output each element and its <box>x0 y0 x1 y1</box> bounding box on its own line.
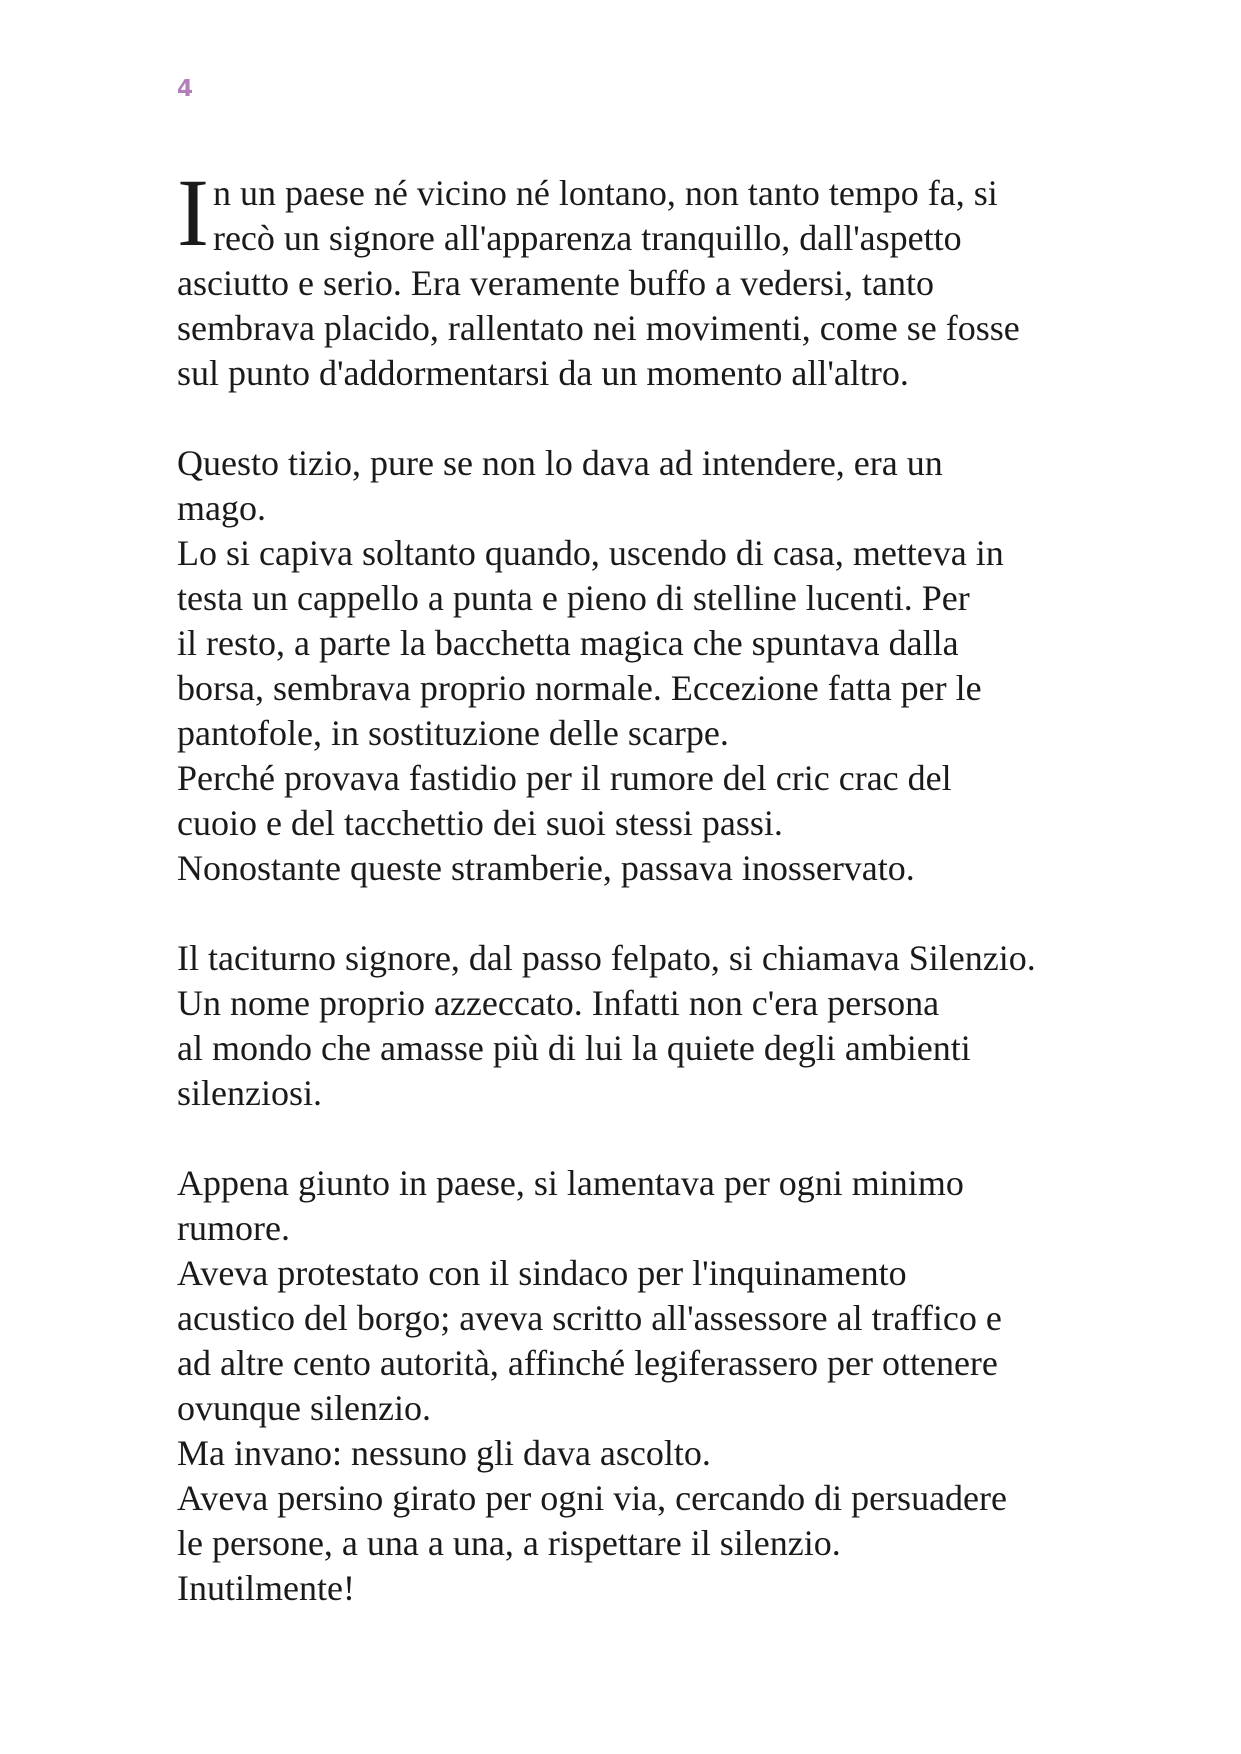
text-line: recò un signore all'apparenza tranquillo, dall'aspetto <box>212 218 962 258</box>
drop-cap: I <box>177 159 209 266</box>
text-line: pantofole, in sostituzione delle scarpe. <box>177 713 729 753</box>
text-line: ad altre cento autorità, affinché legiferassero per ottenere <box>177 1343 998 1383</box>
text-line: rumore. <box>177 1208 290 1248</box>
text-line: Inutilmente! <box>177 1568 355 1608</box>
text-line: mago. <box>177 488 266 528</box>
paragraph-3 <box>177 936 1077 1116</box>
paragraph-gap <box>177 891 1077 936</box>
text-line: sul punto d'addormentarsi da un momento all'altro. <box>177 353 909 393</box>
text-line: testa un cappello a punta e pieno di stelline lucenti. Per <box>177 578 970 618</box>
text-line: acustico del borgo; aveva scritto all'assessore al traffico e <box>177 1298 1002 1338</box>
text-line: borsa, sembrava proprio normale. Eccezione fatta per le <box>177 668 982 708</box>
text-line: n un paese né vicino né lontano, non tanto tempo fa, si <box>212 173 998 213</box>
text-line: ovunque silenzio. <box>177 1388 431 1428</box>
text-line: asciutto e serio. Era veramente buffo a vedersi, tanto <box>177 263 935 303</box>
paragraph-gap <box>177 1116 1077 1161</box>
paragraph-1 <box>177 159 1077 396</box>
text-line: le persone, a una a una, a rispettare il silenzio. <box>177 1523 841 1563</box>
page-number: 4 <box>177 76 194 102</box>
text-line: cuoio e del tacchettio dei suoi stessi passi. <box>177 803 783 843</box>
paragraph-2 <box>177 441 1077 891</box>
text-line: Un nome proprio azzeccato. Infatti non c'era persona <box>177 983 940 1023</box>
text-line: al mondo che amasse più di lui la quiete degli ambienti <box>177 1028 971 1068</box>
text-line: Perché provava fastidio per il rumore del cric crac del <box>177 758 952 798</box>
story-text <box>177 159 1077 1611</box>
text-line: Ma invano: nessuno gli dava ascolto. <box>177 1433 711 1473</box>
paragraph-gap <box>177 396 1077 441</box>
text-line: Il taciturno signore, dal passo felpato, si chiamava Silenzio. <box>177 938 1036 978</box>
paragraph-4 <box>177 1161 1077 1611</box>
text-line: Questo tizio, pure se non lo dava ad intendere, era un <box>177 443 943 483</box>
text-line: Aveva protestato con il sindaco per l'inquinamento <box>177 1253 907 1293</box>
text-line: sembrava placido, rallentato nei movimenti, come se fosse <box>177 308 1020 348</box>
text-line: silenziosi. <box>177 1073 322 1113</box>
text-line: il resto, a parte la bacchetta magica che spuntava dalla <box>177 623 959 663</box>
text-line: Aveva persino girato per ogni via, cercando di persuadere <box>177 1478 1007 1518</box>
text-line: Nonostante queste stramberie, passava inosservato. <box>177 848 915 888</box>
text-line: Appena giunto in paese, si lamentava per ogni minimo <box>177 1163 964 1203</box>
text-line: Lo si capiva soltanto quando, uscendo di casa, metteva in <box>177 533 1004 573</box>
